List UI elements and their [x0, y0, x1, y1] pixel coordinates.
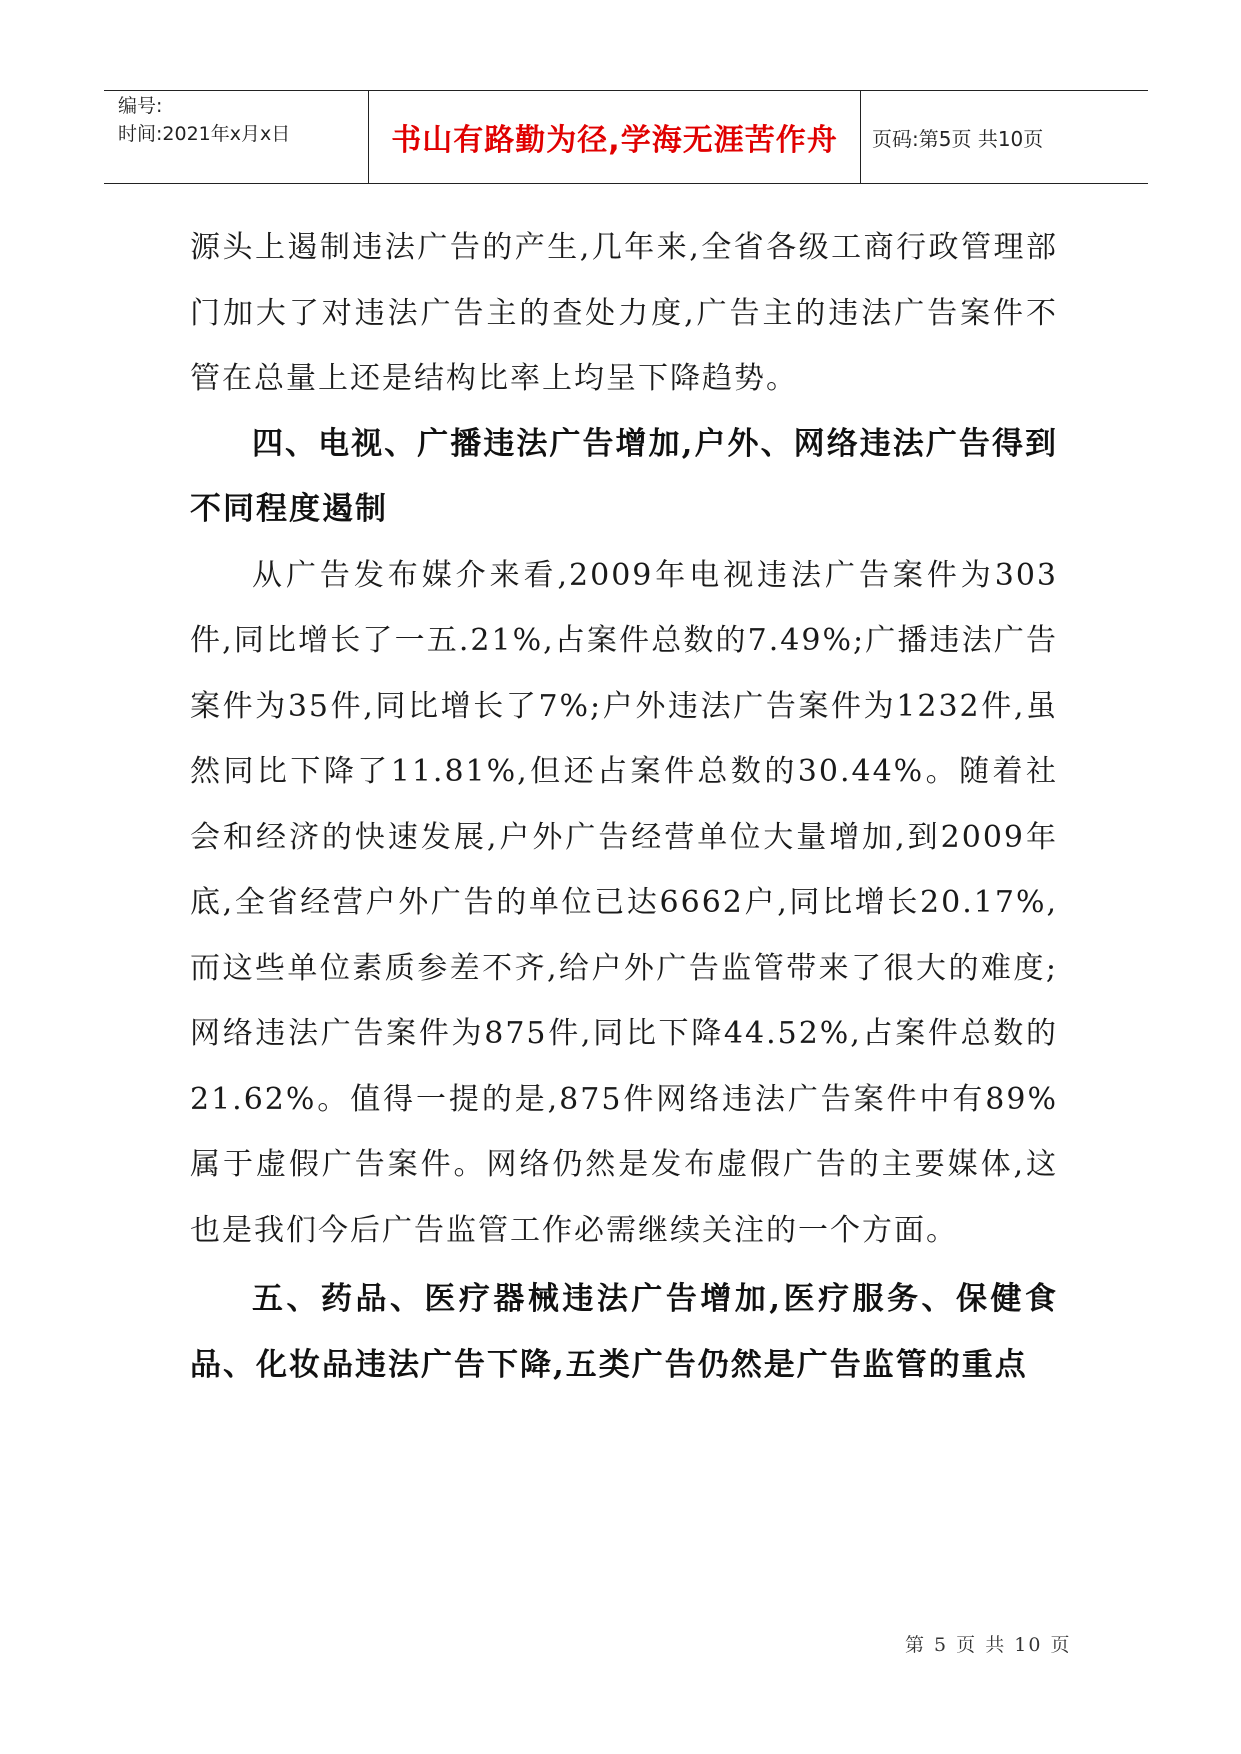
paragraph-1: 源头上遏制违法广告的产生,几年来,全省各级工商行政管理部门加大了对违法广告主的查处力度,广告主的违法广告案件不管在总量上还是结构比率上均呈下降趋势。 — [190, 230, 1058, 396]
page-footer: 第 5 页 共 10 页 — [905, 1634, 1072, 1656]
document-body — [190, 215, 1058, 1398]
section-heading-4: 四、电视、广播违法广告增加,户外、网络违法广告得到不同程度遏制 — [190, 425, 1058, 527]
header-page-info: 页码:第5页 共10页 — [872, 126, 1044, 151]
paragraph-2: 从广告发布媒介来看,2009年电视违法广告案件为303件,同比增长了一五.21%,占案件总数的7.49%;广播违法广告案件为35件,同比增长了7%;户外违法广告案件为1232件,虽然同比下降了11.81%,但还占案件总数的30.44%。随着社会和经济的快速发展,户外广告经营单位大量增加,到2009年底,全省经营户外广告的单位已达6662户,同比增长20.17%,而这些单位素质参差不齐,给户外广告监管带来了很大的难度;网络违法广告案件为875件,同比下降44.52%,占案件总数的21.62%。值得一提的是,875件网络违法广告案件中有89%属于虚假广告案件。网络仍然是发布虚假广告的主要媒体,这也是我们今后广告监管工作必需继续关注的一个方面。 — [190, 557, 1058, 1248]
section-heading-5: 五、药品、医疗器械违法广告增加,医疗服务、保健食品、化妆品违法广告下降,五类广告仍然是广告监管的重点 — [190, 1281, 1058, 1383]
header-divider-right — [860, 91, 861, 183]
page-header — [104, 90, 1148, 184]
doc-number-label: 编号: — [118, 95, 163, 117]
doc-time-label: 时间:2021年x月x日 — [118, 123, 291, 145]
header-slogan: 书山有路勤为径,学海无涯苦作舟 — [391, 123, 838, 158]
